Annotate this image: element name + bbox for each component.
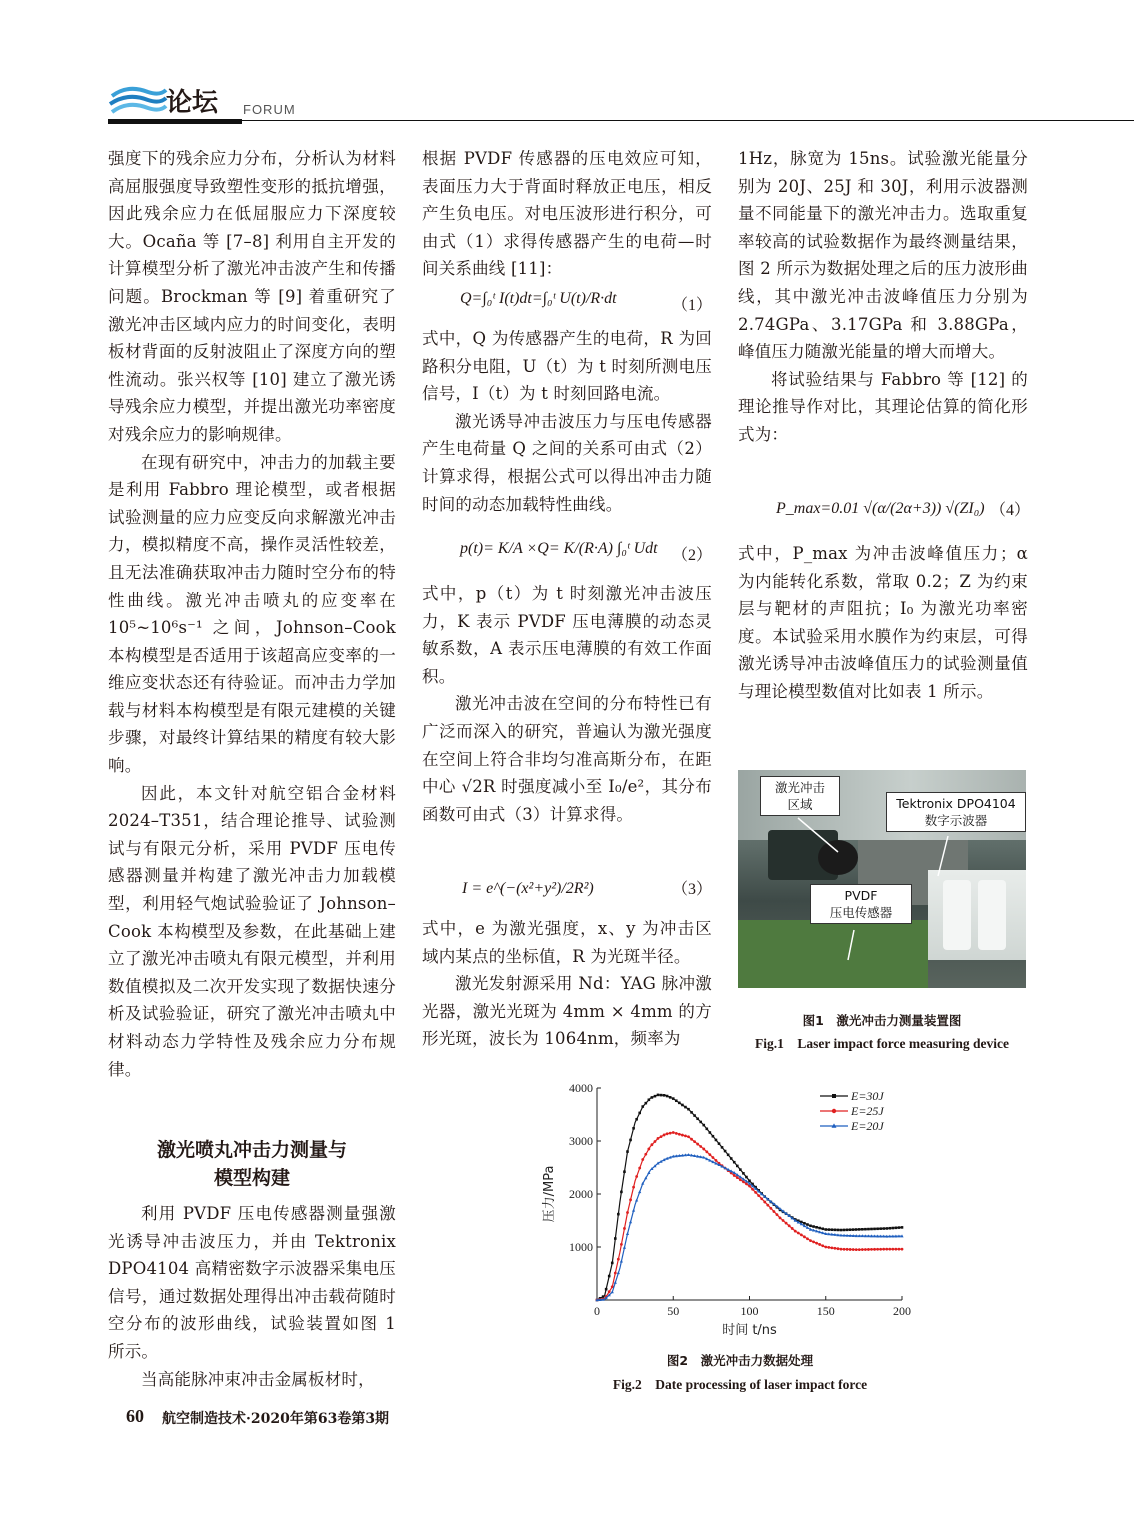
data-point: [706, 1128, 709, 1131]
page-number: 60: [126, 1406, 144, 1426]
series-line-E=25J: [597, 1133, 902, 1301]
figure-2-chart: [530, 1075, 930, 1345]
data-point: [898, 1248, 901, 1251]
paragraph: 激光发射源采用 Nd：YAG 脉冲激光器，激光光斑为 4mm × 4mm 的方形光斑，波长为 1064nm，频率为: [422, 974, 712, 1049]
data-point: [623, 1246, 626, 1249]
legend-label: E=30J: [851, 1089, 884, 1103]
data-point: [788, 1224, 791, 1227]
data-point: [724, 1150, 727, 1153]
column-1: [108, 145, 396, 1083]
x-tick-label: 100: [740, 1304, 759, 1318]
data-point: [626, 1150, 629, 1153]
data-point: [617, 1213, 620, 1216]
x-tick-label: 200: [893, 1304, 911, 1318]
data-point: [745, 1183, 748, 1186]
data-point: [702, 1124, 705, 1127]
data-point: [873, 1228, 876, 1231]
data-point: [864, 1228, 867, 1231]
data-point: [678, 1102, 681, 1105]
data-point: [870, 1228, 873, 1231]
x-tick-label: 150: [816, 1304, 835, 1318]
data-point: [712, 1156, 715, 1159]
data-point: [620, 1191, 623, 1194]
data-point: [818, 1227, 821, 1230]
data-point: [690, 1111, 693, 1114]
equation-3: I = e^(−(x²+y²)/2R²): [462, 880, 594, 897]
data-point: [635, 1175, 638, 1178]
data-point: [635, 1118, 638, 1121]
column-1-lower: [108, 1200, 396, 1393]
data-point: [840, 1248, 843, 1251]
data-point: [654, 1095, 657, 1098]
data-point: [873, 1248, 876, 1251]
data-point: [660, 1135, 663, 1138]
data-point: [827, 1246, 830, 1249]
data-point: [690, 1138, 693, 1141]
figure-1-caption-en: Fig.1 Laser impact force measuring device: [754, 1036, 1010, 1051]
figure-2-caption-en: Fig.2 Date processing of laser impact force: [612, 1377, 868, 1392]
data-point: [632, 1127, 635, 1130]
column-2-bottom: [422, 915, 712, 1053]
column-2-top: [422, 145, 712, 283]
data-point: [888, 1248, 891, 1251]
equation-3-number: （3）: [672, 881, 713, 898]
figure-1-caption-cn: 图1 激光冲击力测量装置图: [802, 1013, 962, 1028]
data-point: [684, 1135, 687, 1138]
data-point: [754, 1191, 757, 1194]
journal-info: 航空制造技术·2020年第63卷第3期: [162, 1411, 390, 1427]
data-point: [861, 1248, 864, 1251]
data-point: [858, 1248, 861, 1251]
data-point: [763, 1201, 766, 1204]
data-point: [760, 1197, 763, 1200]
data-point: [892, 1227, 895, 1230]
data-point: [608, 1290, 611, 1293]
label-impact-area: 激光冲击 区域: [760, 776, 840, 816]
data-point: [849, 1228, 852, 1231]
section-heading: 激光喷丸冲击力测量与 模型构建: [156, 1139, 347, 1189]
data-point: [815, 1226, 818, 1229]
data-point: [632, 1209, 635, 1212]
data-point: [638, 1167, 641, 1170]
data-point: [855, 1228, 858, 1231]
x-tick-label: 50: [667, 1304, 680, 1318]
data-point: [736, 1165, 739, 1168]
label-oscilloscope: Tektronix DPO4104 数字示波器: [886, 792, 1026, 832]
data-point: [867, 1228, 870, 1231]
data-point: [623, 1170, 626, 1173]
data-point: [809, 1239, 812, 1242]
legend-label: E=25J: [851, 1104, 884, 1118]
data-point: [824, 1228, 827, 1231]
data-point: [809, 1225, 812, 1228]
data-point: [721, 1146, 724, 1149]
data-point: [681, 1104, 684, 1107]
data-point: [882, 1248, 885, 1251]
data-point: [824, 1246, 827, 1249]
y-axis-label: 压力/MPa: [542, 1165, 557, 1223]
equation-1-number: （1）: [672, 297, 713, 314]
data-point: [879, 1248, 882, 1251]
section-title-en: FORUM: [243, 102, 296, 117]
equation-1: Q=∫₀ᵗ I(t)dt=∫₀ᵗ U(t)/R·dt: [460, 290, 617, 307]
data-point: [626, 1211, 629, 1214]
data-point: [806, 1237, 809, 1240]
label-pvdf-sensor: PVDF 压电传感器: [810, 884, 912, 924]
header-rule: [242, 120, 1134, 121]
y-tick-label: 1000: [569, 1240, 593, 1254]
data-point: [654, 1140, 657, 1143]
forum-logo-icon: [108, 84, 168, 120]
data-point: [635, 1199, 638, 1202]
data-point: [840, 1229, 843, 1232]
data-point: [623, 1227, 626, 1230]
paragraph: 将试验结果与 Fabbro 等 [12] 的理论推导作对比，其理论估算的简化形式为：: [738, 369, 1028, 444]
data-point: [712, 1135, 715, 1138]
data-point: [876, 1248, 879, 1251]
column-2-mid: [422, 325, 712, 518]
data-point: [821, 1227, 824, 1230]
data-point: [870, 1248, 873, 1251]
data-point: [699, 1121, 702, 1124]
data-point: [803, 1235, 806, 1238]
paragraph: 强度下的残余应力分布，分析认为材料高屈服强度导致塑性变形的抵抗增强，因此残余应力在低屈服应力下深度较大。Ocaña 等 [7–8] 利用自主开发的计算模型分析了激光冲击波产生和传播问题。Brockman 等 [9] 着重研究了激光冲击区域内应力的时间变化，表明板材背面的反射波阻止了深度方向的塑性流动。张兴权等 [10] 建立了激光诱导残余应力模型，并提出激光功率密度对残余应力的影响规律。: [108, 149, 396, 444]
y-tick-label: 2000: [569, 1187, 593, 1201]
equation-4-number: （4）: [990, 502, 1031, 519]
equation-2: p(t)= K/A ×Q= K/(R·A) ∫₀ᵗ Udt: [460, 540, 658, 557]
data-point: [864, 1248, 867, 1251]
data-point: [901, 1248, 904, 1251]
data-point: [681, 1134, 684, 1137]
x-tick-label: 0: [594, 1304, 600, 1318]
paragraph: 根据 PVDF 传感器的压电效应可知，表面压力大于背面时释放正电压，相反产生负电压。对电压波形进行积分，可由式（1）求得传感器产生的电荷—时间关系曲线 [11]：: [422, 149, 712, 279]
data-point: [657, 1094, 660, 1097]
y-tick-label: 4000: [569, 1081, 593, 1095]
data-point: [745, 1176, 748, 1179]
data-point: [651, 1143, 654, 1146]
section-title-cn: 论坛: [166, 88, 219, 118]
data-point: [614, 1281, 617, 1284]
data-point: [605, 1288, 608, 1291]
data-point: [846, 1229, 849, 1232]
data-point: [705, 1150, 708, 1153]
data-point: [834, 1247, 837, 1250]
legend-label: E=20J: [851, 1119, 884, 1133]
data-point: [837, 1229, 840, 1232]
x-axis-label: 时间 t/ns: [722, 1323, 777, 1338]
data-point: [666, 1095, 669, 1098]
legend-marker: [832, 1109, 836, 1113]
data-point: [818, 1243, 821, 1246]
header-bar: [108, 119, 242, 124]
data-point: [858, 1228, 861, 1231]
data-point: [815, 1242, 818, 1245]
data-point: [828, 1228, 831, 1231]
data-point: [730, 1157, 733, 1160]
paragraph: 式中，P_max 为冲击波峰值压力；α 为内能转化系数，常取 0.2；Z 为约束层与靶材的声阻抗；I₀ 为激光功率密度。本试验采用水膜作为约束层，可得激光诱导冲击波峰值压力的试验测量值与理论模型数值对比如表 1 所示。: [738, 544, 1028, 701]
paragraph: 式中，e 为激光强度，x、y 为冲击区域内某点的坐标值，R 为光斑半径。: [422, 919, 712, 966]
data-point: [641, 1158, 644, 1161]
callout-lines: [738, 770, 1026, 988]
data-point: [748, 1185, 751, 1188]
data-point: [882, 1227, 885, 1230]
data-point: [715, 1159, 718, 1162]
data-point: [791, 1227, 794, 1230]
data-point: [879, 1227, 882, 1230]
data-point: [736, 1176, 739, 1179]
data-point: [885, 1248, 888, 1251]
data-point: [742, 1180, 745, 1183]
data-point: [693, 1114, 696, 1117]
data-point: [687, 1135, 690, 1138]
data-point: [632, 1186, 635, 1189]
column-3-top: [738, 145, 1028, 449]
data-point: [782, 1219, 785, 1222]
data-point: [803, 1222, 806, 1225]
data-point: [797, 1232, 800, 1235]
equation-2-number: （2）: [672, 547, 713, 564]
data-point: [852, 1228, 855, 1231]
data-point: [675, 1132, 678, 1135]
data-point: [895, 1227, 898, 1230]
data-point: [831, 1228, 834, 1231]
equation-4: P_max=0.01 √(α/(2α+3)) √(ZI₀): [776, 500, 985, 517]
data-point: [757, 1194, 760, 1197]
data-point: [766, 1204, 769, 1207]
data-point: [645, 1102, 648, 1105]
data-point: [876, 1227, 879, 1230]
data-point: [885, 1227, 888, 1230]
figure-2-caption-cn: 图2 激光冲击力数据处理: [666, 1353, 814, 1368]
data-point: [699, 1145, 702, 1148]
data-point: [660, 1094, 663, 1097]
data-point: [843, 1248, 846, 1251]
data-point: [672, 1131, 675, 1134]
data-point: [684, 1106, 687, 1109]
data-point: [669, 1132, 672, 1135]
data-point: [718, 1142, 721, 1145]
header: [108, 78, 1134, 128]
data-point: [617, 1258, 620, 1261]
data-point: [830, 1246, 833, 1249]
data-point: [672, 1097, 675, 1100]
data-point: [846, 1248, 849, 1251]
data-point: [739, 1168, 742, 1171]
data-point: [812, 1225, 815, 1228]
data-point: [663, 1134, 666, 1137]
data-point: [657, 1137, 660, 1140]
data-point: [769, 1207, 772, 1210]
data-point: [821, 1244, 824, 1247]
data-point: [663, 1094, 666, 1097]
data-point: [687, 1108, 690, 1111]
data-point: [901, 1226, 904, 1229]
data-point: [617, 1271, 620, 1274]
data-point: [739, 1178, 742, 1181]
data-point: [779, 1216, 782, 1219]
data-point: [855, 1248, 858, 1251]
legend-marker: [832, 1094, 836, 1098]
data-point: [849, 1248, 852, 1251]
data-point: [733, 1161, 736, 1164]
data-point: [895, 1248, 898, 1251]
data-point: [651, 1096, 654, 1099]
data-point: [867, 1248, 870, 1251]
data-point: [733, 1174, 736, 1177]
paragraph: 激光冲击波在空间的分布特性已有广泛而深入的研究，普遍认为激光强度在空间上符合非均匀准高斯分布，在距中心 √2R 时强度减小至 I₀/e²，其分布函数可由式（3）计算求得。: [422, 694, 712, 824]
data-point: [794, 1230, 797, 1233]
data-point: [611, 1262, 614, 1265]
data-point: [708, 1153, 711, 1156]
data-point: [638, 1112, 641, 1115]
paragraph: 当高能脉冲束冲击金属板材时，: [141, 1369, 375, 1389]
data-point: [626, 1232, 629, 1235]
data-point: [669, 1096, 672, 1099]
data-point: [776, 1213, 779, 1216]
data-point: [773, 1210, 776, 1213]
data-point: [715, 1139, 718, 1142]
paragraph: 因此，本文针对航空铝合金材料 2024–T351，结合理论推导、试验测试与有限元分析，采用 PVDF 压电传感器测量并构建了激光冲击力加载模型，利用轻气炮试验验证了 Johnson–Cook 本构模型及参数，在此基础上建立了激光冲击喷丸有限元模型，并利用数值模拟及二次开发实现了数据快速分析及试验验证，研究了激光冲击喷丸中材料动态力学特性及残余应力分布规律。: [108, 783, 396, 1079]
data-point: [620, 1260, 623, 1263]
paragraph: 在现有研究中，冲击力的加载主要是利用 Fabbro 理论模型，或者根据试验测量的应力应变反向求解激光冲击力，模拟精度不高，操作灵活性较差，且无法准确获取冲击力随时空分布的特性曲线。激光冲击喷丸的应变率在 10⁵~10⁶s⁻¹ 之间，Johnson–Cook 本构模型是否适用于该超高应变率的一维应变状态还有待验证。而冲击力学加载与材料本构模型是有限元建模的关键步骤，对最终计算结果的精度有较大影响。: [108, 452, 396, 776]
figure-1-photo: [738, 770, 1026, 988]
data-point: [702, 1148, 705, 1151]
data-point: [678, 1133, 681, 1136]
data-point: [629, 1198, 632, 1201]
data-point: [629, 1220, 632, 1223]
data-point: [666, 1132, 669, 1135]
data-point: [608, 1275, 611, 1278]
data-point: [861, 1228, 864, 1231]
data-point: [837, 1247, 840, 1250]
data-point: [693, 1140, 696, 1143]
data-point: [800, 1234, 803, 1237]
data-point: [644, 1153, 647, 1156]
data-point: [602, 1295, 605, 1298]
data-point: [614, 1272, 617, 1275]
data-point: [891, 1248, 894, 1251]
data-point: [785, 1222, 788, 1225]
column-2-lower: [422, 580, 712, 828]
data-point: [889, 1227, 892, 1230]
paragraph: 利用 PVDF 压电传感器测量强激光诱导冲击波压力，并由 Tektronix DPO4104 高精密数字示波器采集电压信号，通过数据处理得出冲击载荷随时空分布的波形曲线，试验装置如图 1 所示。: [108, 1204, 396, 1361]
data-point: [647, 1148, 650, 1151]
data-point: [852, 1248, 855, 1251]
data-point: [696, 1143, 699, 1146]
data-point: [709, 1131, 712, 1134]
data-point: [748, 1179, 751, 1182]
data-point: [638, 1190, 641, 1193]
data-point: [611, 1290, 614, 1293]
data-point: [843, 1229, 846, 1232]
data-point: [806, 1223, 809, 1226]
paragraph: 式中，Q 为传感器产生的电荷，R 为回路积分电阻，U（t）为 t 时刻所测电压信号，I（t）为 t 时刻回路电流。: [422, 329, 712, 404]
data-point: [727, 1153, 730, 1156]
y-tick-label: 3000: [569, 1134, 593, 1148]
data-point: [620, 1243, 623, 1246]
data-point: [629, 1139, 632, 1142]
data-point: [742, 1172, 745, 1175]
data-point: [696, 1117, 699, 1120]
column-3-lower: [738, 540, 1028, 706]
data-point: [834, 1229, 837, 1232]
data-point: [641, 1105, 644, 1108]
paragraph: 激光诱导冲击波压力与压电传感器产生电荷量 Q 之间的关系可由式（2）计算求得，根据公式可以得出冲击力随时间的动态加载特性曲线。: [422, 411, 712, 514]
data-point: [648, 1098, 651, 1101]
data-point: [898, 1226, 901, 1229]
series-line-E=20J: [597, 1155, 902, 1300]
data-point: [614, 1237, 617, 1240]
paragraph: 式中，p（t）为 t 时刻激光冲击波压力，K 表示 PVDF 压电薄膜的动态灵敏系数，A 表示压电薄膜的有效工作面积。: [422, 584, 712, 686]
data-point: [812, 1241, 815, 1244]
paragraph: 1Hz，脉宽为 15ns。试验激光能量分别为 20J、25J 和 30J，利用示波器测量不同能量下的激光冲击力。选取重复率较高的试验数据作为最终测量结果，图 2 所示为数据处理之后的压力波形曲线，其中激光冲击波峰值压力分别为 2.74GPa、3.17GPa 和 3.88GPa，峰值压力随激光能量的增大而增大。: [738, 149, 1028, 362]
data-point: [675, 1099, 678, 1102]
data-point: [751, 1188, 754, 1191]
